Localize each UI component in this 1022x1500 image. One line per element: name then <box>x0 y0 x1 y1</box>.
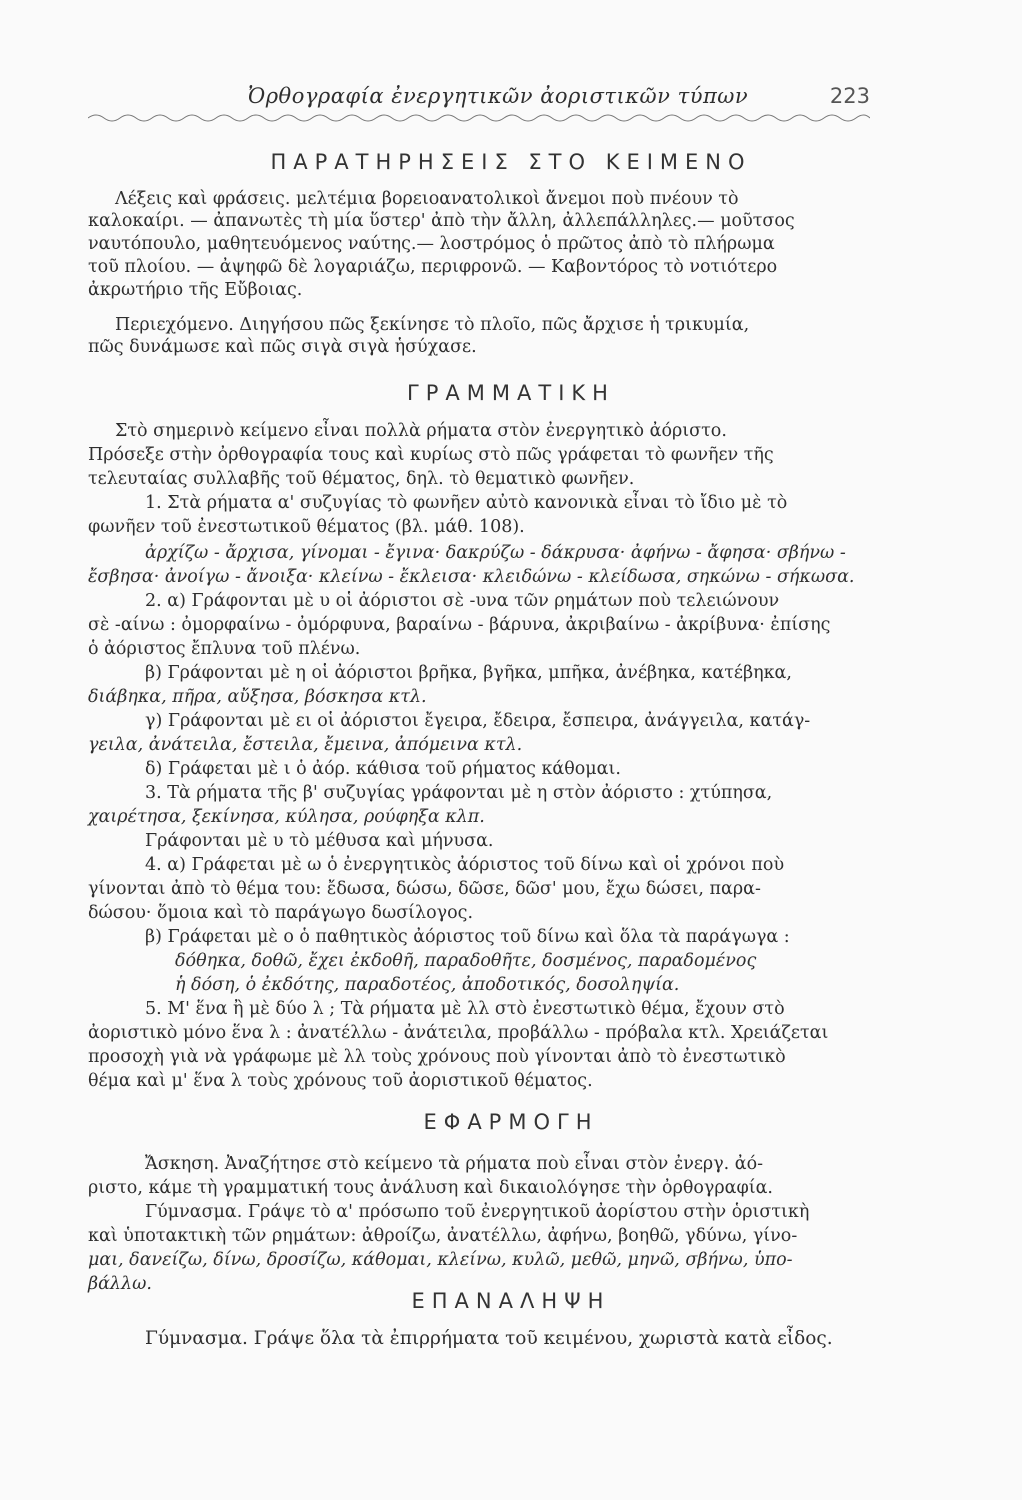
text-line: τελευταίας συλλαβῆς τοῦ θέματος, δηλ. τὸ θεματικὸ φωνῆεν. <box>88 469 635 489</box>
text-line: 2. α) Γράφονται μὲ υ οἱ ἀόριστοι σὲ -υνα τῶν ρημάτων ποὺ τελειώνουν <box>145 591 780 611</box>
text-line: φωνῆεν τοῦ ἐνεστωτικοῦ θέματος (βλ. μάθ. 108). <box>88 517 525 537</box>
heading-application: ΕΦΑΡΜΟΓΗ <box>423 1110 599 1134</box>
text-line: χαιρέτησα, ξεκίνησα, κύλησα, ρούφηξα κλπ. <box>88 807 485 827</box>
text-line: ριστο, κάμε τὴ γραμματική τους ἀνάλυση καὶ δικαιολόγησε τὴν ὀρθογραφία. <box>88 1178 773 1198</box>
text-line: Γύμνασμα. Γράψε ὅλα τὰ ἐπιρρήματα τοῦ κειμένου, χωριστὰ κατὰ εἶδος. <box>145 1328 833 1349</box>
text-line: 1. Στὰ ρήματα α' συζυγίας τὸ φωνῆεν αὐτὸ κανονικὰ εἶναι τὸ ἴδιο μὲ τὸ <box>145 493 788 513</box>
text-line: δόθηκα, δοθῶ, ἔχει ἐκδοθῆ, παραδοθῆτε, δοσμένος, παραδομένος <box>175 951 757 971</box>
text-line: δ) Γράφεται μὲ ι ὁ ἀόρ. κάθισα τοῦ ρήματος κάθομαι. <box>145 759 621 779</box>
text-line: πῶς δυνάμωσε καὶ πῶς σιγὰ σιγὰ ἡσύχασε. <box>88 337 477 357</box>
text-line: ἀοριστικὸ μόνο ἕνα λ : ἀνατέλλω - ἀνάτειλα, προβάλλω - πρόβαλα κτλ. Χρειάζεται <box>88 1023 829 1043</box>
running-title: Ὀρθογραφία ἐνεργητικῶν ἀοριστικῶν τύπων <box>248 84 749 108</box>
text-line: ἔσβησα· ἀνοίγω - ἄνοιξα· κλείνω - ἔκλεισα· κλειδώνω - κλείδωσα, σηκώνω - σήκωσα. <box>88 567 855 587</box>
text-line: ὁ ἀόριστος ἔπλυνα τοῦ πλένω. <box>88 639 361 659</box>
text-line: γ) Γράφονται μὲ ει οἱ ἀόριστοι ἔγειρα, ἔδειρα, ἔσπειρα, ἀνάγγειλα, κατάγ- <box>145 711 811 731</box>
text-line: 4. α) Γράφεται μὲ ω ὁ ἐνεργητικὸς ἀόριστος τοῦ δίνω καὶ οἱ χρόνοι ποὺ <box>145 855 785 875</box>
text-line: 5. Μ' ἕνα ἢ μὲ δύο λ ; Τὰ ρήματα μὲ λλ στὸ ἐνεστωτικὸ θέμα, ἔχουν στὸ <box>145 999 785 1019</box>
text-line: Στὸ σημερινὸ κείμενο εἶναι πολλὰ ρήματα στὸν ἐνεργητικὸ ἀόριστο. <box>115 421 727 441</box>
text-line: τοῦ πλοίου. — ἀψηφῶ δὲ λογαριάζω, περιφρονῶ. — Καβοντόρος τὸ νοτιότερο <box>88 257 778 277</box>
text-line: Ἄσκηση. Ἀναζήτησε στὸ κείμενο τὰ ρήματα ποὺ εἶναι στὸν ἐνεργ. ἀό- <box>145 1154 764 1174</box>
text-line: θέμα καὶ μ' ἕνα λ τοὺς χρόνους τοῦ ἀοριστικοῦ θέματος. <box>88 1071 593 1091</box>
text-line: καὶ ὑποτακτικὴ τῶν ρημάτων: ἀθροίζω, ἀνατέλλω, ἀφήνω, βοηθῶ, γδύνω, γίνο- <box>88 1226 798 1246</box>
text-line: Γράφονται μὲ υ τὸ μέθυσα καὶ μήνυσα. <box>145 831 494 851</box>
text-line: μαι, δανείζω, δίνω, δροσίζω, κάθομαι, κλείνω, κυλῶ, μεθῶ, μηνῶ, σβήνω, ὑπο- <box>88 1250 793 1270</box>
text-line: δώσου· ὅμοια καὶ τὸ παράγωγο δωσίλογος. <box>88 903 474 923</box>
text-line: βάλλω. <box>88 1274 152 1294</box>
heading-review: ΕΠΑΝΑΛΗΨΗ <box>411 1289 611 1313</box>
text-line: διάβηκα, πῆρα, αὔξησα, βόσκησα κτλ. <box>88 687 427 707</box>
text-line: ἡ δόση, ὁ ἐκδότης, παραδοτέος, ἀποδοτικός, δοσοληψία. <box>175 975 680 995</box>
text-line: β) Γράφονται μὲ η οἱ ἀόριστοι βρῆκα, βγῆκα, μπῆκα, ἀνέβηκα, κατέβηκα, <box>145 663 792 683</box>
text-line: 3. Τὰ ρήματα τῆς β' συζυγίας γράφονται μὲ η στὸν ἀόριστο : χτύπησα, <box>145 783 773 803</box>
text-line: Περιεχόμενο. Διηγήσου πῶς ξεκίνησε τὸ πλοῖο, πῶς ἄρχισε ἡ τρικυμία, <box>115 315 750 335</box>
text-line: γίνονται ἀπὸ τὸ θέμα του: ἔδωσα, δώσω, δῶσε, δῶσ' μου, ἔχω δώσει, παρα- <box>88 879 761 899</box>
text-line: ἀκρωτήριο τῆς Εὔβοιας. <box>88 280 303 300</box>
text-line: καλοκαίρι. — ἀπανωτὲς τὴ μία ὕστερ' ἀπὸ τὴν ἄλλη, ἀλλεπάλληλες.— μοῦτσος <box>88 211 795 231</box>
heading-grammar: ΓΡΑΜΜΑΤΙΚΗ <box>407 381 615 405</box>
page-number: 223 <box>829 84 870 108</box>
heading-notes: ΠΑΡΑΤΗΡΗΣΕΙΣ ΣΤΟ ΚΕΙΜΕΝΟ <box>270 150 752 174</box>
text-line: Πρόσεξε στὴν ὀρθογραφία τους καὶ κυρίως στὸ πῶς γράφεται τὸ φωνῆεν τῆς <box>88 445 774 465</box>
running-header <box>88 84 870 114</box>
text-line: ναυτόπουλο, μαθητευόμενος ναύτης.— λοστρόμος ὁ πρῶτος ἀπὸ τὸ πλήρωμα <box>88 234 775 254</box>
text-line: β) Γράφεται μὲ ο ὁ παθητικὸς ἀόριστος τοῦ δίνω καὶ ὅλα τὰ παράγωγα : <box>145 927 790 947</box>
text-line: Γύμνασμα. Γράψε τὸ α' πρόσωπο τοῦ ἐνεργητικοῦ ἀορίστου στὴν ὁριστικὴ <box>145 1202 810 1222</box>
text-line: Λέξεις καὶ φράσεις. μελτέμια βορειοανατολικοὶ ἄνεμοι ποὺ πνέουν τὸ <box>115 189 739 209</box>
text-line: προσοχὴ γιὰ νὰ γράφωμε μὲ λλ τοὺς χρόνους ποὺ γίνονται ἀπὸ τὸ ἐνεστωτικὸ <box>88 1047 786 1067</box>
wavy-rule <box>88 112 870 124</box>
text-line: γειλα, ἀνάτειλα, ἔστειλα, ἔμεινα, ἀπόμεινα κτλ. <box>88 735 523 755</box>
text-line: σὲ -αίνω : ὀμορφαίνω - ὀμόρφυνα, βαραίνω - βάρυνα, ἀκριβαίνω - ἀκρίβυνα· ἐπίσης <box>88 615 831 635</box>
text-line: ἀρχίζω - ἄρχισα, γίνομαι - ἔγινα· δακρύζω - δάκρυσα· ἀφήνω - ἄφησα· σβήνω - <box>145 543 846 563</box>
